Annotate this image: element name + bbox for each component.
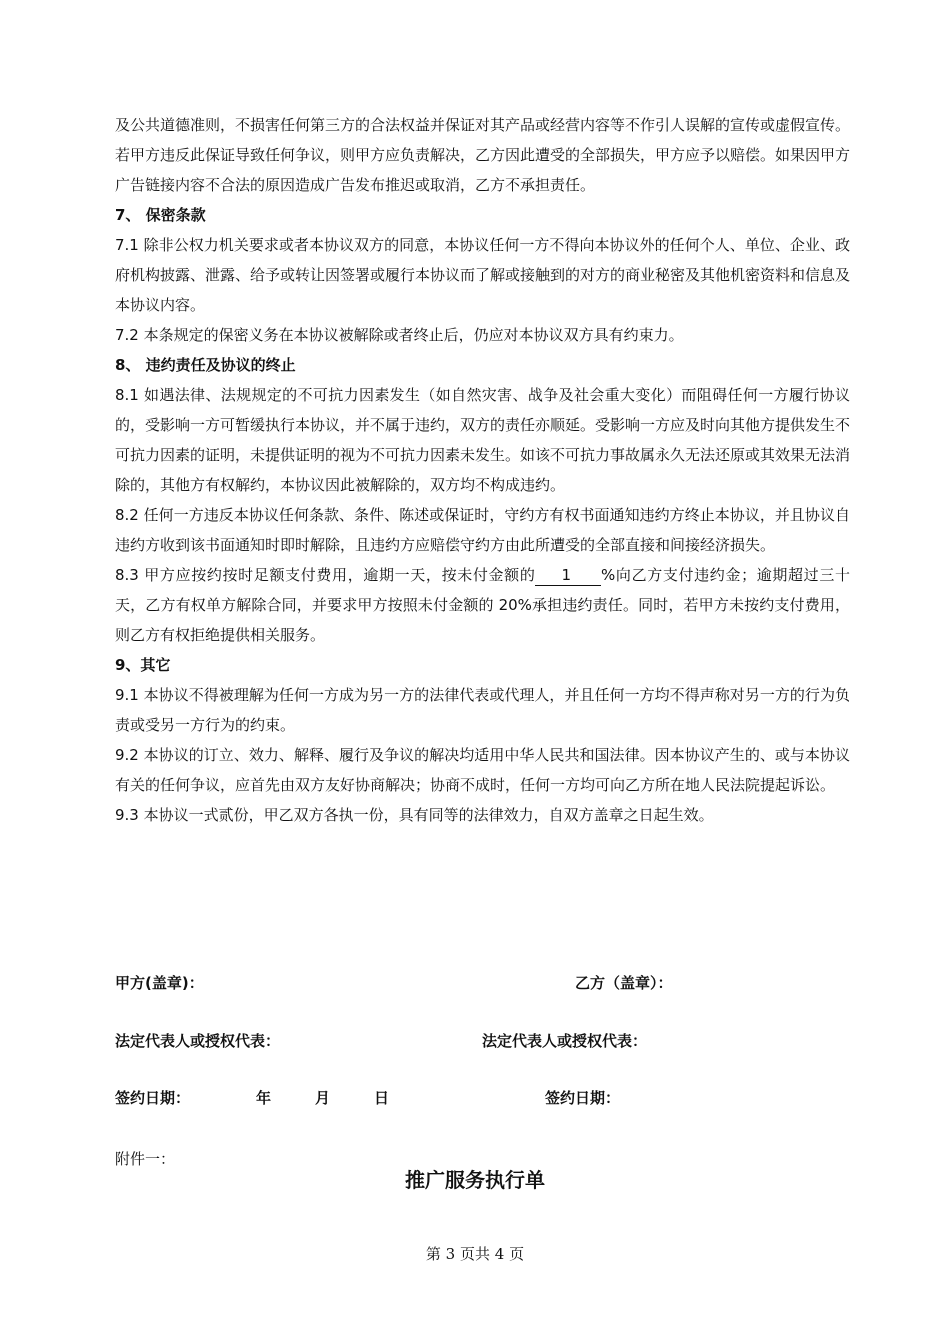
clause-7-2: 7.2 本条规定的保密义务在本协议被解除或者终止后，仍应对本协议双方具有约束力。	[115, 326, 684, 344]
section-9-heading: 9、其它	[115, 656, 171, 674]
date-year-label: 年	[256, 1089, 272, 1107]
clause-9-3: 9.3 本协议一式贰份，甲乙双方各执一份，具有同等的法律效力，自双方盖章之日起生效。	[115, 806, 714, 824]
party-a-seal-label: 甲方(盖章)：	[115, 974, 204, 992]
paragraph-6-continued: 及公共道德准则，不损害任何第三方的合法权益并保证对其产品或经营内容等不作引人误解的宣传或虚假宣传。若甲方违反此保证导致任何争议，则甲方应负责解决，乙方因此遭受的全部损失，甲方应予以赔偿。如果因甲方广告链接内容不合法的原因造成广告发布推迟或取消，乙方不承担责任。	[115, 116, 851, 194]
party-b-date-label: 签约日期：	[545, 1089, 621, 1107]
clause-9-1: 9.1 本协议不得被理解为任何一方成为另一方的法律代表或代理人，并且任何一方均不得声称对另一方的行为负责或受另一方行为的约束。	[115, 686, 850, 734]
penalty-rate-blank: 1	[535, 566, 601, 586]
clause-7-1: 7.1 除非公权力机关要求或者本协议双方的同意，本协议任何一方不得向本协议外的任何个人、单位、企业、政府机构披露、泄露、给予或转让因签署或履行本协议而了解或接触到的对方的商业秘密及其他机密资料和信息及本协议内容。	[115, 236, 851, 314]
clause-9-2: 9.2 本协议的订立、效力、解释、履行及争议的解决均适用中华人民共和国法律。因本协议产生的、或与本协议有关的任何争议，应首先由双方友好协商解决；协商不成时，任何一方均可向乙方所在地人民法院提起诉讼。	[115, 746, 850, 794]
party-b-seal-label: 乙方（盖章）：	[575, 974, 673, 992]
page-footer: 第 3 页共 4 页	[425, 1245, 525, 1263]
contract-body	[115, 110, 850, 830]
date-month-label: 月	[315, 1089, 331, 1107]
clause-8-3-suffix: %向乙方支付违约金；逾期超过三十天，乙方有权单方解除合同，并要求甲方按照未付金额的 20%承担违约责任。同时，若甲方未按约支付费用，则乙方有权拒绝提供相关服务。	[115, 566, 850, 644]
annex-label: 附件一：	[115, 1150, 176, 1168]
party-a-date-label: 签约日期：	[115, 1089, 191, 1107]
clause-8-3-prefix: 8.3 甲方应按约按时足额支付费用，逾期一天，按未付金额的	[115, 566, 536, 584]
clause-8-2: 8.2 任何一方违反本协议任何条款、条件、陈述或保证时，守约方有权书面通知违约方终止本协议，并且协议自违约方收到该书面通知时即时解除，且违约方应赔偿守约方由此所遭受的全部直接和间接经济损失。	[115, 506, 850, 554]
section-8-heading: 8、 违约责任及协议的终止	[115, 356, 296, 374]
date-day-label: 日	[374, 1089, 390, 1107]
annex-title: 推广服务执行单	[405, 1168, 545, 1192]
clause-8-1: 8.1 如遇法律、法规规定的不可抗力因素发生（如自然灾害、战争及社会重大变化）而阻碍任何一方履行协议的，受影响一方可暂缓执行本协议，并不属于违约，双方的责任亦顺延。受影响一方应及时向其他方提供发生不可抗力因素的证明，未提供证明的视为不可抗力因素未发生。如该不可抗力事故属永久无法还原或其效果无法消除的，其他方有权解约，本协议因此被解除的，双方均不构成违约。	[115, 386, 851, 494]
party-b-representative-label: 法定代表人或授权代表：	[482, 1032, 648, 1050]
section-7-heading: 7、 保密条款	[115, 206, 206, 224]
clause-8-3	[115, 560, 850, 650]
party-a-representative-label: 法定代表人或授权代表：	[115, 1032, 281, 1050]
